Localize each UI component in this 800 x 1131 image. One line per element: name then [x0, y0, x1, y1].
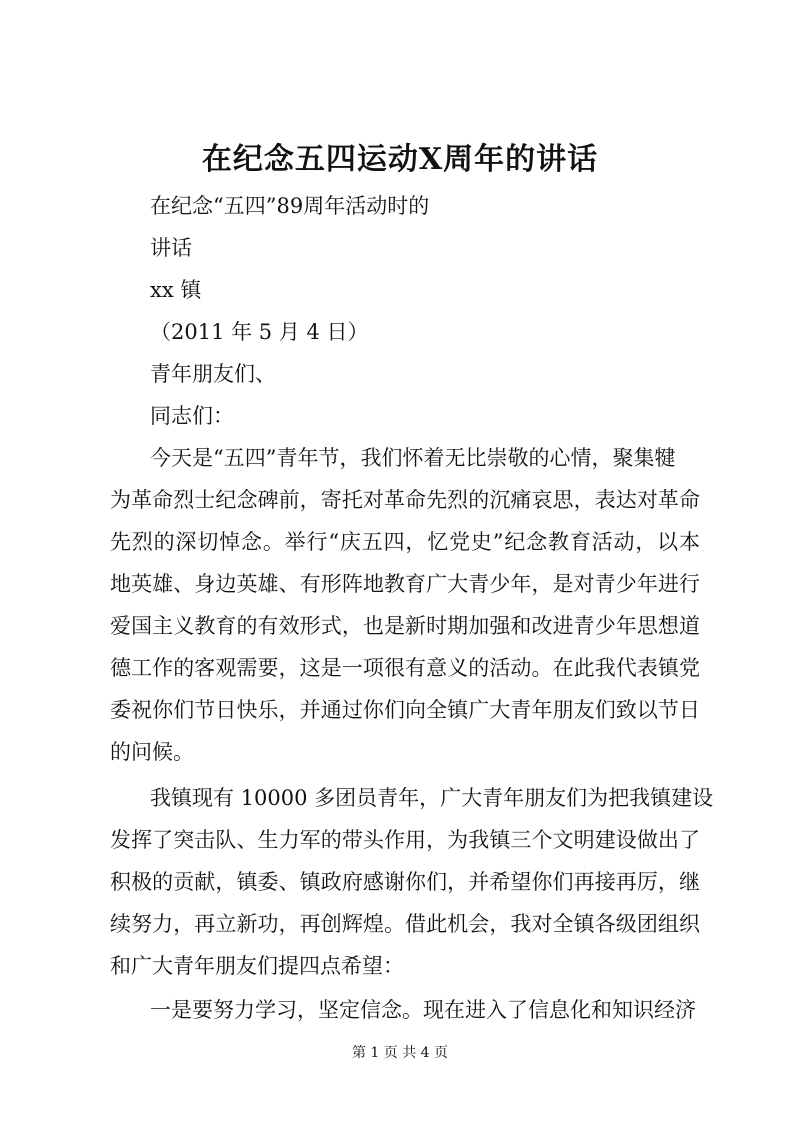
paragraph-line: 的问候。: [110, 740, 194, 764]
page-number-footer: 第 1 页 共 4 页: [351, 1045, 449, 1061]
heading-line-town: xx 镇: [150, 278, 202, 302]
paragraph-line: 今天是“五四”青年节，我们怀着无比崇敬的心情，聚集犍: [150, 446, 676, 470]
paragraph-line: 我镇现有 10000 多团员青年，广大青年朋友们为把我镇建设: [150, 786, 714, 810]
heading-line-speech: 讲话: [150, 236, 192, 260]
heading-line-occasion: 在纪念“五四”89周年活动时的: [150, 194, 430, 218]
paragraph-line: 德工作的客观需要，这是一项很有意义的活动。在此我代表镇党: [110, 656, 700, 680]
paragraph-line: 和广大青年朋友们提四点希望：: [110, 954, 404, 978]
paragraph-line: 积极的贡献，镇委、镇政府感谢你们，并希望你们再接再厉，继: [110, 870, 700, 894]
salutation-comrades: 同志们：: [150, 404, 234, 428]
salutation-youth: 青年朋友们、: [150, 362, 276, 386]
paragraph-line: 委祝你们节日快乐，并通过你们向全镇广大青年朋友们致以节日: [110, 698, 700, 722]
paragraph-line: 续努力，再立新功，再创辉煌。借此机会，我对全镇各级团组织: [110, 912, 700, 936]
paragraph-line: 地英雄、身边英雄、有形阵地教育广大青少年，是对青少年进行: [110, 572, 700, 596]
heading-line-date: （2011 年 5 月 4 日）: [150, 320, 369, 344]
paragraph-line: 先烈的深切悼念。举行“庆五四，忆党史”纪念教育活动，以本: [110, 530, 700, 554]
paragraph-line: 爱国主义教育的有效形式，也是新时期加强和改进青少年思想道: [110, 614, 700, 638]
paragraph-line: 一是要努力学习，坚定信念。现在进入了信息化和知识经济: [150, 998, 696, 1022]
document-title: 在纪念五四运动X周年的讲话: [201, 142, 599, 177]
paragraph-line: 为革命烈士纪念碑前，寄托对革命先烈的沉痛哀思，表达对革命: [110, 488, 700, 512]
paragraph-line: 发挥了突击队、生力军的带头作用，为我镇三个文明建设做出了: [110, 828, 700, 852]
